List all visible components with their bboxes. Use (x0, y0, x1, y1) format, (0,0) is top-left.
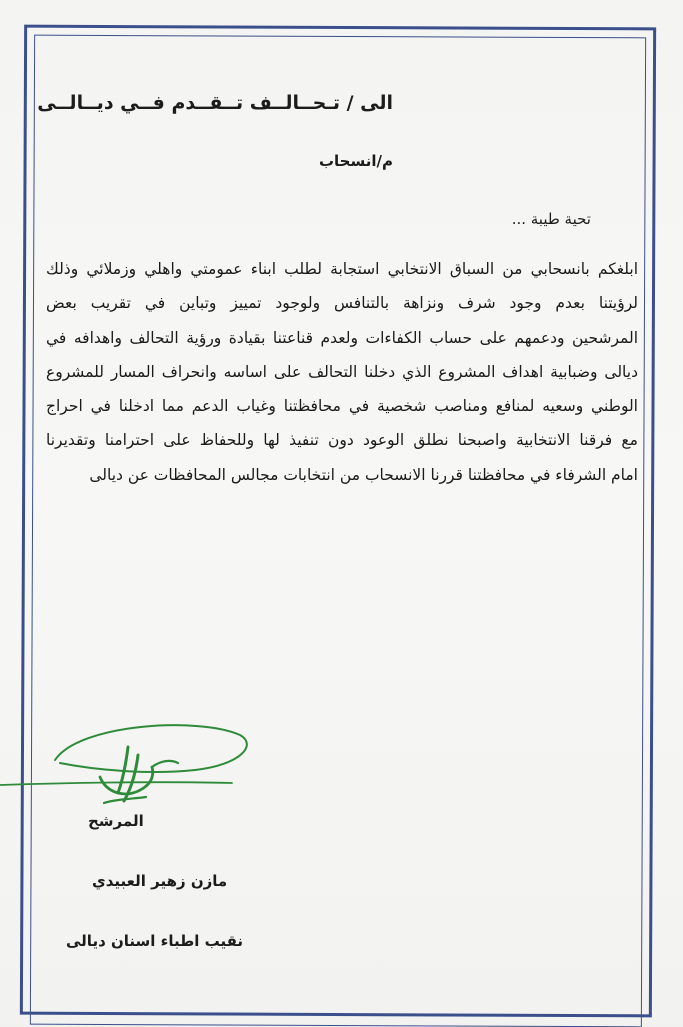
letter-subject: م/انسحاب (318, 152, 393, 170)
body-line: الوطني وسعيه لمنافع ومناصب شخصية في محافظتنا وغياب الدعم مما ادخلنا في احراج (46, 397, 638, 416)
body-line: ابلغكم بانسحابي من السباق الانتخابي استجابة لطلب ابناء عمومتي واهلي وزملائي وذلك (46, 260, 638, 278)
body-line: ديالى وضبابية اهداف المشروع الذي دخلنا التحالف على اساسه وانحراف المسار للمشروع (46, 362, 638, 381)
body-line: مع فرقنا الانتخابية واصبحنا نطلق الوعود دون تنفيذ لها وللحفاظ على احترامنا وتقديرنا (46, 431, 638, 450)
letter-greeting: تحية طيبة ... (511, 210, 591, 228)
body-line: المرشحين ودعمهم على حساب الكفاءات ولعدم قناعتنا بقيادة ورؤية التحالف واهدافه في (46, 328, 638, 347)
body-line: امام الشرفاء في محافظتنا قررنا الانسحاب من انتخابات مجالس المحافظات عن ديالى (89, 465, 638, 484)
letter-body (46, 252, 638, 492)
letter-addressee: الى / تـحــالــف تــقــدم فــي ديــالــى (37, 92, 393, 114)
signatory-title: نقيب اطباء اسنان ديالى (66, 932, 244, 950)
signature-role: المرشح (88, 812, 144, 830)
handwritten-signature (0, 715, 260, 825)
signatory-name: مازن زهير العبيدي (92, 872, 228, 890)
body-line: لرؤيتنا بعدم وجود شرف ونزاهة بالتنافس ولوجود تمييز وتباين في تقريب بعض (46, 294, 638, 313)
